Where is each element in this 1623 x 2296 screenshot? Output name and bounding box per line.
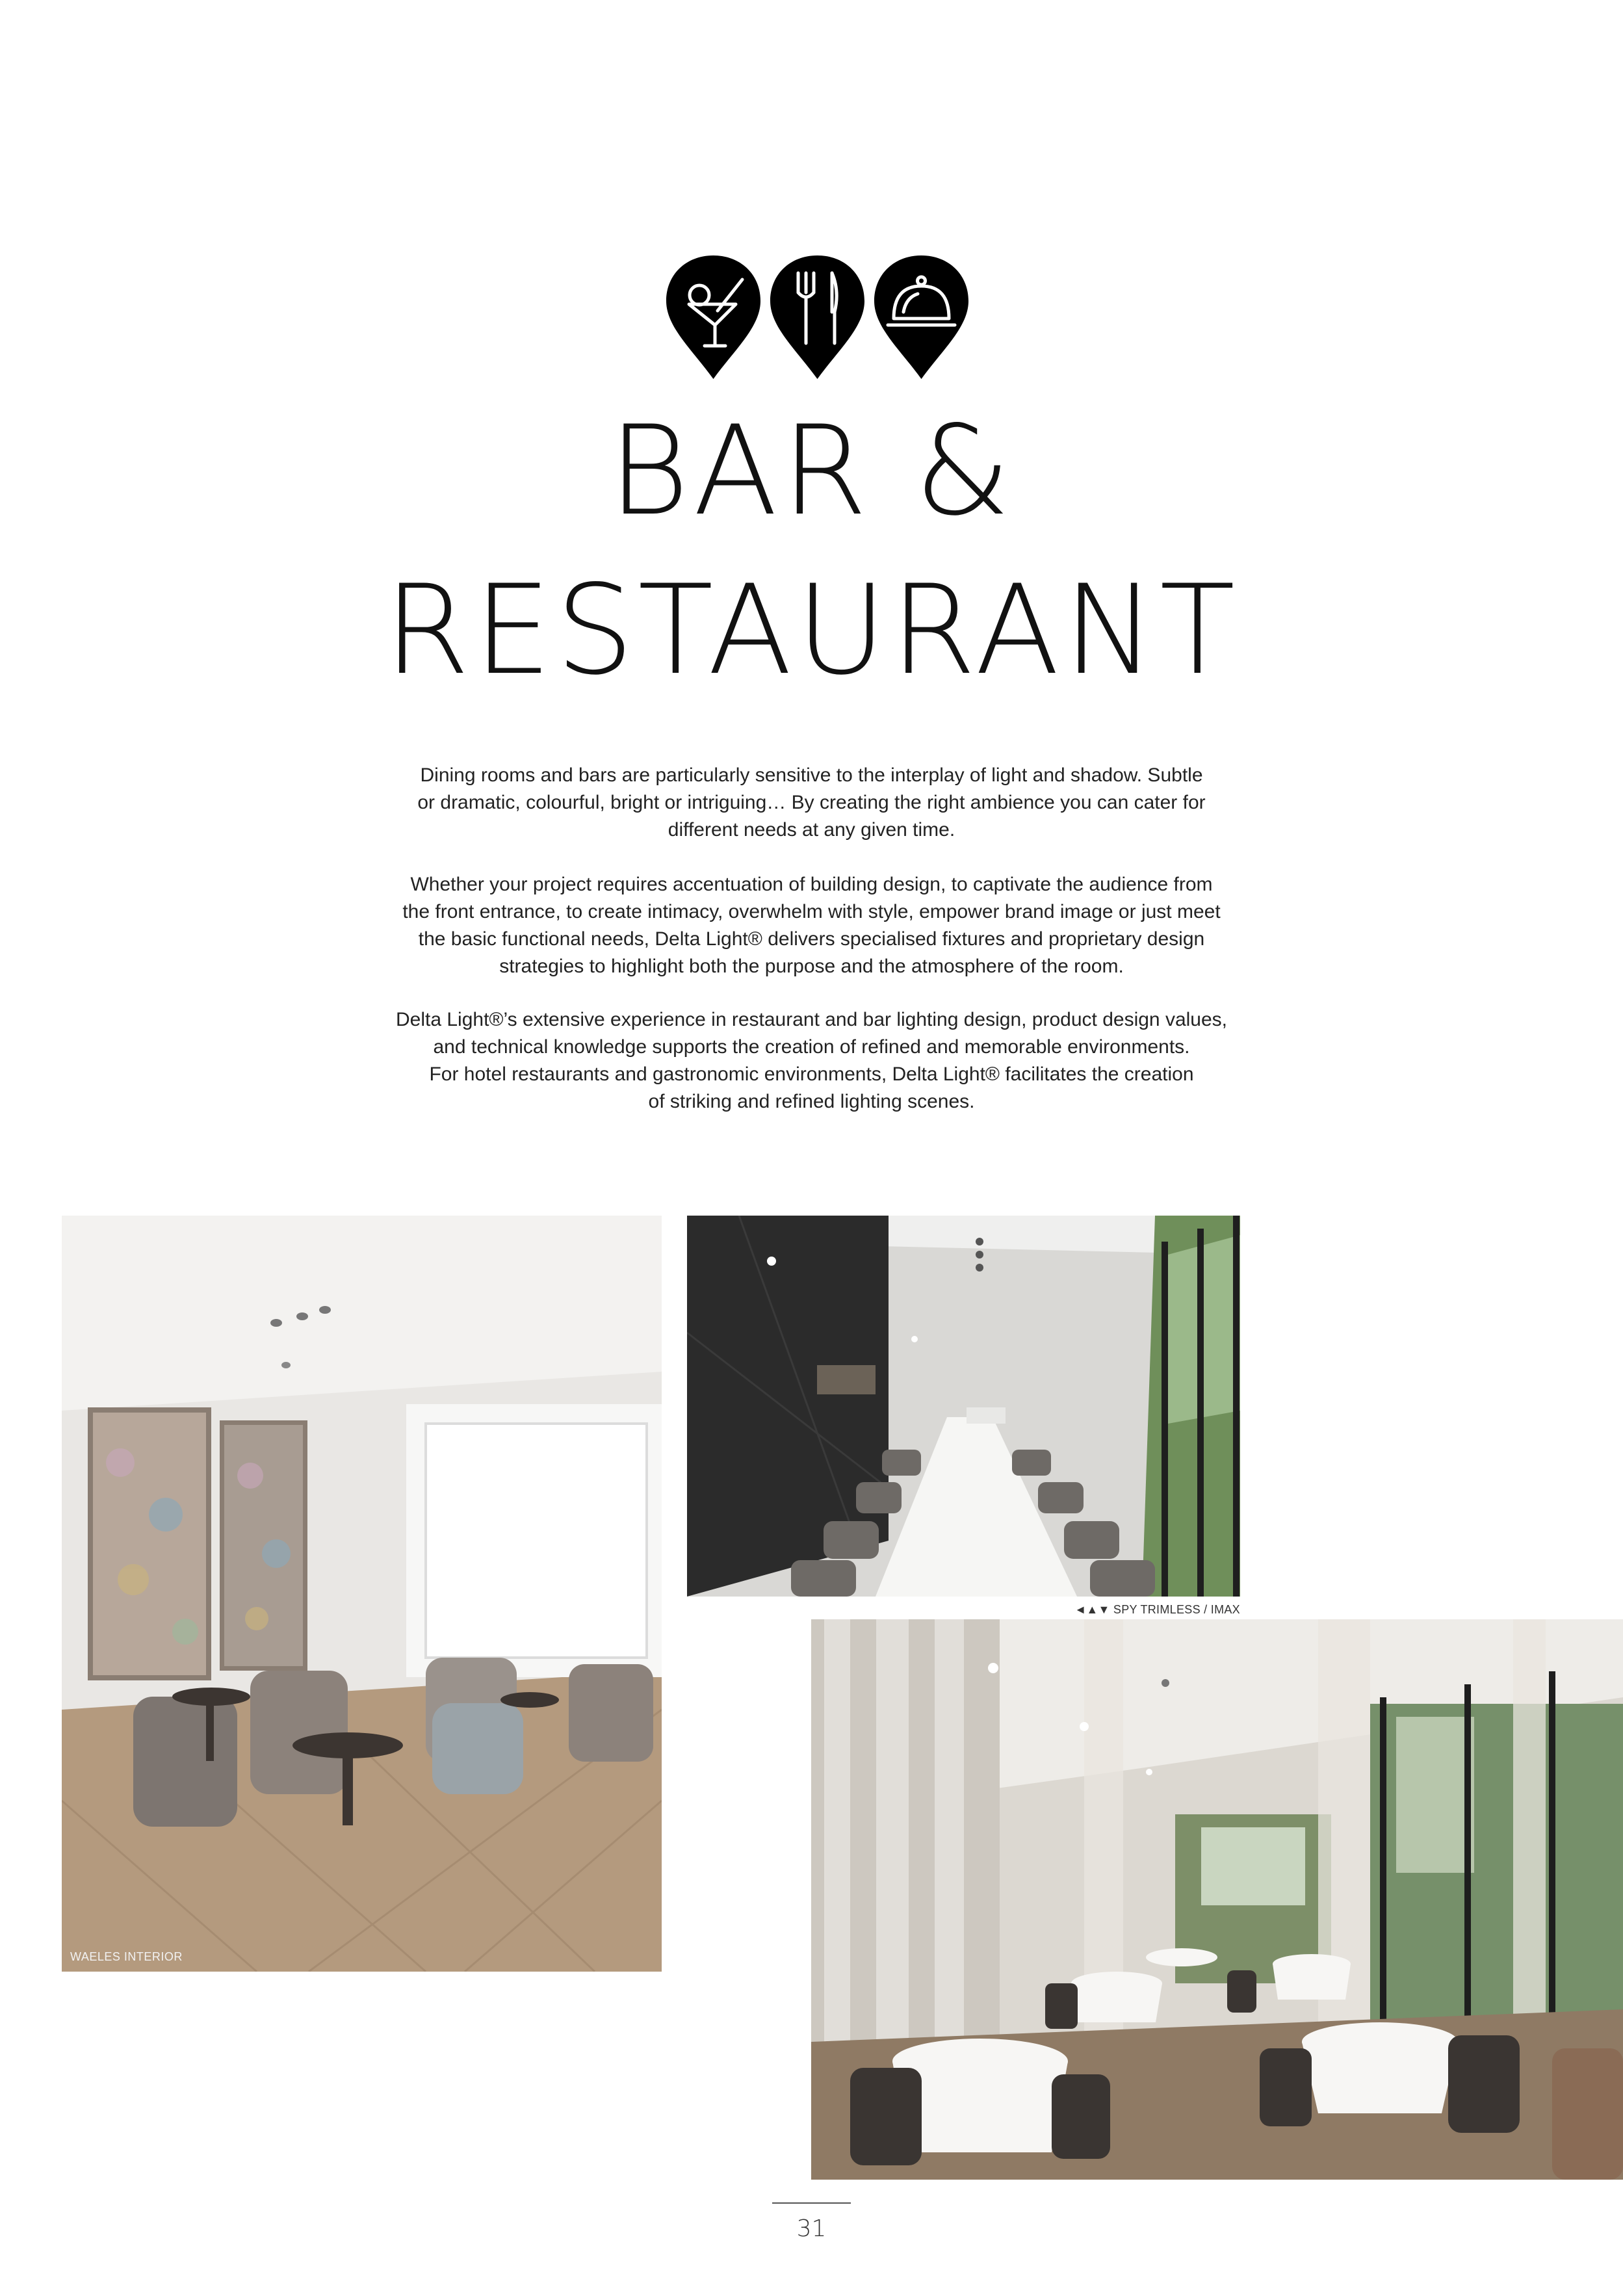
paragraph-2-line: the front entrance, to create intimacy, overwhelm with style, empower brand image or just meet [402,901,1221,922]
paragraph-1-line: different needs at any given time. [668,819,955,841]
paragraph-3 [364,1006,1259,1115]
long-table-photo [687,1216,1240,1597]
product-caption: ◄▲▼ SPY TRIMLESS / IMAX [1074,1603,1240,1616]
paragraph-3-line: of striking and refined lighting scenes. [648,1091,975,1112]
page-number: 31 [796,2215,827,2242]
lounge-photo [62,1216,662,1972]
page-number-rule [772,2202,851,2204]
paragraph-1 [364,762,1259,844]
title-line-1: BAR & [608,399,1015,543]
paragraph-3-line: and technical knowledge supports the creation of refined and memorable environments. [433,1036,1190,1058]
restaurant-photo [811,1619,1623,2180]
paragraph-1-line: Dining rooms and bars are particularly sensitive to the interplay of light and shadow. Subtle [420,764,1203,786]
paragraph-3-line: For hotel restaurants and gastronomic environments, Delta Light® facilitates the creation [429,1063,1194,1085]
paragraph-1-line: or dramatic, colourful, bright or intriguing… By creating the right ambience you can cater for [417,792,1206,813]
paragraph-2-line: strategies to highlight both the purpose and the atmosphere of the room. [499,956,1124,977]
paragraph-3-line: Delta Light®’s extensive experience in restaurant and bar lighting design, product design values, [396,1009,1227,1030]
paragraph-2-line: Whether your project requires accentuation of building design, to captivate the audience from [410,874,1213,895]
photo-credit-caption: WAELES INTERIOR [70,1950,183,1963]
paragraph-2-line: the basic functional needs, Delta Light® delivers specialised fixtures and proprietary design [418,928,1205,950]
fork-knife-icon [767,252,868,382]
cloche-icon [871,252,972,382]
category-icons [663,252,988,382]
title-line-2: RESTAURANT [383,558,1240,702]
cocktail-glass-icon [663,252,764,382]
paragraph-2 [364,871,1259,980]
